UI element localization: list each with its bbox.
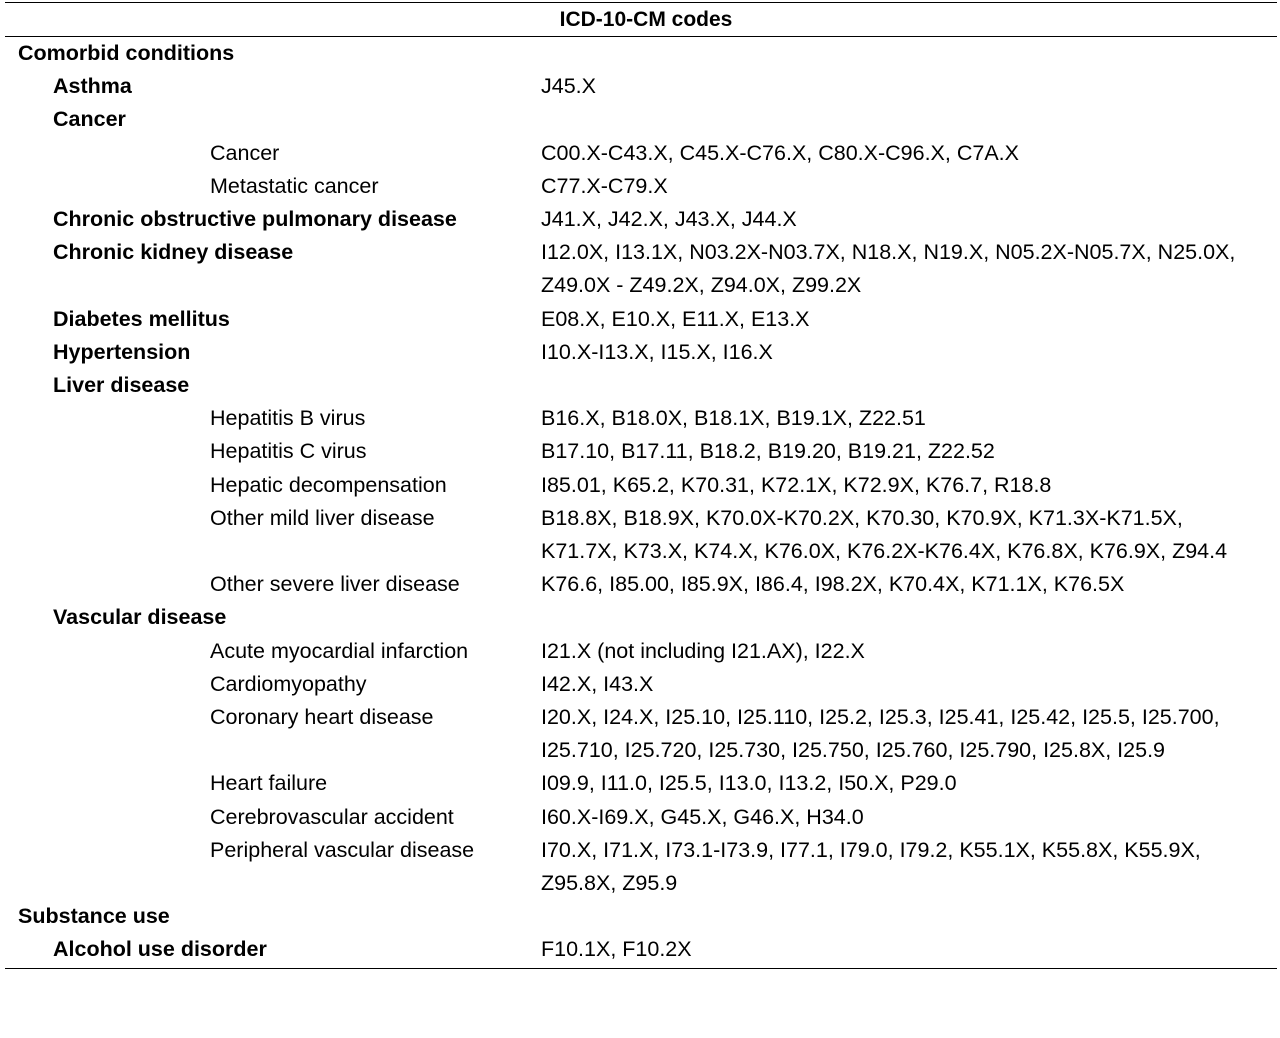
icd-codes-cell: C77.X-C79.X [541,173,668,198]
icd-codes-cell: B18.8X, B18.9X, K70.0X-K70.2X, K70.30, K70.9X, K71.3X-K71.5X, K71.7X, K73.X, K74.X, K76.0X, K76.2X-K76.4X, K76.8X, K76.9X, Z94.4 [541,505,1228,564]
icd-codes-cell: B17.10, B17.11, B18.2, B19.20, B19.21, Z22.52 [541,439,995,464]
table-row [5,933,1277,966]
table-body [5,37,1277,967]
category-label: Chronic obstructive pulmonary disease [53,207,457,232]
condition-label: Hepatic decompensation [210,472,447,497]
category-label: Liver disease [53,373,190,398]
table-row [5,236,1277,302]
condition-label: Cancer [210,140,280,165]
table-row [5,568,1277,601]
codes-column-header: ICD-10-CM codes [559,8,733,31]
icd-codes-cell: F10.1X, F10.2X [541,937,692,962]
table-row [5,767,1277,800]
table-row [5,502,1277,568]
table-row [5,635,1277,668]
table-row [5,369,1277,402]
icd-codes-cell: I70.X, I71.X, I73.1-I73.9, I77.1, I79.0, I79.2, K55.1X, K55.8X, K55.9X, Z95.8X, Z95.9 [541,837,1201,896]
icd-codes-table [5,0,1277,969]
table-row [5,435,1277,468]
table-row [5,469,1277,502]
table-row [5,103,1277,136]
table-row [5,137,1277,170]
condition-label: Cardiomyopathy [210,671,367,696]
icd-codes-cell: J45.X [541,74,596,99]
bottom-rule [5,968,1277,969]
category-label: Asthma [53,74,132,99]
table-header [5,3,1277,37]
icd-codes-cell: B16.X, B18.0X, B18.1X, B19.1X, Z22.51 [541,406,926,431]
section-label: Substance use [18,904,170,929]
table-row [5,900,1277,933]
icd-codes-cell: C00.X-C43.X, C45.X-C76.X, C80.X-C96.X, C7A.X [541,140,1019,165]
table-row [5,834,1277,900]
icd-codes-cell: I42.X, I43.X [541,671,654,696]
category-label: Chronic kidney disease [53,240,294,265]
table-row [5,336,1277,369]
condition-label: Cerebrovascular accident [210,804,454,829]
icd-codes-cell: I09.9, I11.0, I25.5, I13.0, I13.2, I50.X, P29.0 [541,771,957,796]
table-row [5,601,1277,634]
table-row [5,801,1277,834]
condition-label: Other mild liver disease [210,505,435,530]
section-label: Comorbid conditions [18,41,235,65]
condition-label: Metastatic cancer [210,173,379,198]
icd-codes-cell: I60.X-I69.X, G45.X, G46.X, H34.0 [541,804,864,829]
category-label: Vascular disease [53,605,227,630]
table-row [5,701,1277,767]
table-row [5,37,1277,70]
icd-codes-cell: J41.X, J42.X, J43.X, J44.X [541,207,797,232]
condition-label: Peripheral vascular disease [210,837,475,862]
icd-codes-cell: I85.01, K65.2, K70.31, K72.1X, K72.9X, K76.7, R18.8 [541,472,1052,497]
condition-label: Acute myocardial infarction [210,638,469,663]
condition-label: Coronary heart disease [210,705,434,730]
table-row [5,303,1277,336]
icd-codes-cell: E08.X, E10.X, E11.X, E13.X [541,306,810,331]
icd-codes-cell: I21.X (not including I21.AX), I22.X [541,638,865,663]
condition-label: Heart failure [210,771,328,796]
condition-label: Hepatitis B virus [210,406,366,431]
icd-codes-cell: I10.X-I13.X, I15.X, I16.X [541,339,773,364]
table-row [5,402,1277,435]
icd-codes-cell: I12.0X, I13.1X, N03.2X-N03.7X, N18.X, N19.X, N05.2X-N05.7X, N25.0X, Z49.0X - Z49.2X, Z94.0X, Z99.2X [541,240,1236,298]
table-row [5,170,1277,203]
icd-codes-cell: I20.X, I24.X, I25.10, I25.110, I25.2, I25.3, I25.41, I25.42, I25.5, I25.700, I25.710, I25.720, I25.730, I25.750, I25.760, I25.790, I25.8X, I25.9 [541,705,1220,763]
table-row [5,203,1277,236]
category-label: Cancer [53,107,126,132]
category-label: Alcohol use disorder [53,937,267,962]
table-row [5,70,1277,103]
table-row [5,668,1277,701]
category-label: Diabetes mellitus [53,306,230,331]
category-label: Hypertension [53,339,191,364]
condition-label: Hepatitis C virus [210,439,367,464]
condition-label: Other severe liver disease [210,572,460,597]
icd-codes-cell: K76.6, I85.00, I85.9X, I86.4, I98.2X, K70.4X, K71.1X, K76.5X [541,572,1125,597]
